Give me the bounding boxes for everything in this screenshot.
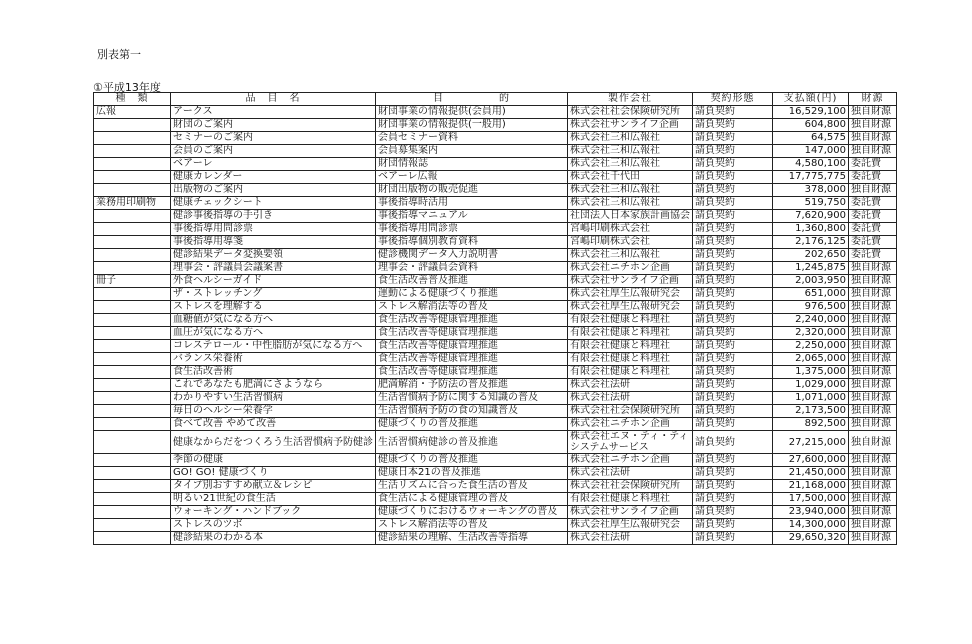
header-fund: 財源 [849, 93, 897, 106]
contract-type-cell: 請負契約 [693, 392, 773, 405]
category-cell [94, 145, 171, 158]
fund-cell: 委託費 [849, 171, 897, 184]
company-cell: 株式会社法研 [568, 467, 693, 480]
fund-cell: 独自財源 [849, 184, 897, 197]
table-row [94, 145, 897, 158]
category-cell [94, 454, 171, 467]
fund-cell: 独自財源 [849, 301, 897, 314]
purpose-cell: 健康日本21の普及推進 [376, 467, 568, 480]
item-name-cell: 健康チェックシート [171, 197, 376, 210]
amount-cell: 64,575 [773, 132, 849, 145]
item-name-cell: これであなたも肥満にさようなら [171, 379, 376, 392]
amount-cell: 519,750 [773, 197, 849, 210]
fund-cell: 独自財源 [849, 366, 897, 379]
item-name-cell: 健診結果のわかる本 [171, 532, 376, 545]
fund-cell: 独自財源 [849, 314, 897, 327]
contract-type-cell: 請負契約 [693, 262, 773, 275]
category-cell [94, 379, 171, 392]
table-row [94, 301, 897, 314]
contract-type-cell: 請負契約 [693, 532, 773, 545]
amount-cell: 4,580,100 [773, 158, 849, 171]
amount-cell: 27,600,000 [773, 454, 849, 467]
contract-type-cell: 請負契約 [693, 197, 773, 210]
table-row [94, 431, 897, 454]
purpose-cell: 運動による健康づくり推進 [376, 288, 568, 301]
item-name-cell: タイプ別おすすめ献立＆レシピ [171, 480, 376, 493]
item-name-cell: セミナーのご案内 [171, 132, 376, 145]
item-name-cell: バランス栄養術 [171, 353, 376, 366]
purpose-cell: 食生活による健康管理の普及 [376, 493, 568, 506]
fund-cell: 独自財源 [849, 327, 897, 340]
amount-cell: 2,065,000 [773, 353, 849, 366]
table-row [94, 493, 897, 506]
item-name-cell: 健診結果データ変換要領 [171, 249, 376, 262]
item-name-cell: GO! GO! 健康づくり [171, 467, 376, 480]
contract-type-cell: 請負契約 [693, 480, 773, 493]
table-row [94, 288, 897, 301]
fund-cell: 独自財源 [849, 340, 897, 353]
amount-cell: 976,500 [773, 301, 849, 314]
company-cell: 株式会社ニチホン企画 [568, 262, 693, 275]
table-row [94, 184, 897, 197]
item-name-cell: 血圧が気になる方へ [171, 327, 376, 340]
header-company: 製作会社 [568, 93, 693, 106]
fund-cell: 独自財源 [849, 467, 897, 480]
company-cell: 株式会社サンライフ企画 [568, 119, 693, 132]
company-cell: 株式会社社会保険研究所 [568, 106, 693, 119]
fund-cell: 独自財源 [849, 506, 897, 519]
company-cell: 株式会社法研 [568, 392, 693, 405]
document-label: 別表第一 [97, 48, 141, 61]
fund-cell: 独自財源 [849, 431, 897, 454]
table-row [94, 132, 897, 145]
category-cell [94, 132, 171, 145]
fund-cell: 独自財源 [849, 454, 897, 467]
fund-cell: 独自財源 [849, 106, 897, 119]
company-cell: 株式会社厚生広報研究会 [568, 301, 693, 314]
contract-type-cell: 請負契約 [693, 184, 773, 197]
table-row [94, 519, 897, 532]
contract-type-cell: 請負契約 [693, 145, 773, 158]
category-cell [94, 184, 171, 197]
table-header-row [94, 93, 897, 106]
contract-type-cell: 請負契約 [693, 236, 773, 249]
category-cell [94, 119, 171, 132]
purpose-cell: 食生活改善等健康管理推進 [376, 353, 568, 366]
amount-cell: 378,000 [773, 184, 849, 197]
category-cell [94, 301, 171, 314]
company-cell: 社団法人日本家族計画協会 [568, 210, 693, 223]
header-contract-type: 契約形態 [693, 93, 773, 106]
contract-type-cell: 請負契約 [693, 223, 773, 236]
section-title: ①平成13年度 [93, 81, 161, 94]
table-row [94, 454, 897, 467]
table-row [94, 249, 897, 262]
purpose-cell: 生活習慣病健診の普及推進 [376, 431, 568, 454]
company-cell: 株式会社法研 [568, 379, 693, 392]
fund-cell: 委託費 [849, 210, 897, 223]
contract-type-cell: 請負契約 [693, 171, 773, 184]
company-cell: 有限会社健康と料理社 [568, 366, 693, 379]
fund-cell: 独自財源 [849, 493, 897, 506]
item-name-cell: 食べて改善 やめて改善 [171, 418, 376, 431]
amount-cell: 21,450,000 [773, 467, 849, 480]
item-name-cell: 健康なからだをつくろう生活習慣病予防健診 [171, 431, 376, 454]
fund-cell: 独自財源 [849, 392, 897, 405]
category-cell: 冊子 [94, 275, 171, 288]
amount-cell: 2,320,000 [773, 327, 849, 340]
fund-cell: 委託費 [849, 249, 897, 262]
table-row [94, 340, 897, 353]
contract-type-cell: 請負契約 [693, 493, 773, 506]
item-name-cell: コレステロール・中性脂肪が気になる方へ [171, 340, 376, 353]
contract-type-cell: 請負契約 [693, 467, 773, 480]
company-cell: 有限会社健康と料理社 [568, 493, 693, 506]
contract-type-cell: 請負契約 [693, 314, 773, 327]
fund-cell: 独自財源 [849, 353, 897, 366]
amount-cell: 892,500 [773, 418, 849, 431]
item-name-cell: 財団のご案内 [171, 119, 376, 132]
amount-cell: 2,176,125 [773, 236, 849, 249]
purpose-cell: 食生活改善等健康管理推進 [376, 366, 568, 379]
item-name-cell: ザ・ストレッチング [171, 288, 376, 301]
category-cell [94, 249, 171, 262]
amount-cell: 147,000 [773, 145, 849, 158]
item-name-cell: 事後指導用問診票 [171, 223, 376, 236]
company-cell: 株式会社三和広報社 [568, 249, 693, 262]
table-row [94, 405, 897, 418]
contract-type-cell: 請負契約 [693, 454, 773, 467]
purpose-cell: ストレス解消法等の普及 [376, 519, 568, 532]
amount-cell: 1,360,800 [773, 223, 849, 236]
amount-cell: 7,620,900 [773, 210, 849, 223]
purpose-cell: 健診機関データ入力説明書 [376, 249, 568, 262]
company-cell: 宮嶋印刷株式会社 [568, 223, 693, 236]
contract-type-cell: 請負契約 [693, 301, 773, 314]
table-row [94, 480, 897, 493]
category-cell [94, 210, 171, 223]
contract-type-cell: 請負契約 [693, 418, 773, 431]
purpose-cell: 生活習慣病予防に関する知識の普及 [376, 392, 568, 405]
category-cell [94, 353, 171, 366]
purpose-cell: 健康づくりの普及推進 [376, 454, 568, 467]
category-cell [94, 532, 171, 545]
fund-cell: 独自財源 [849, 145, 897, 158]
contract-type-cell: 請負契約 [693, 519, 773, 532]
fund-cell: 独自財源 [849, 275, 897, 288]
amount-cell: 1,029,000 [773, 379, 849, 392]
item-name-cell: 毎日のヘルシー栄養学 [171, 405, 376, 418]
purpose-cell: ベアーレ広報 [376, 171, 568, 184]
amount-cell: 17,775,775 [773, 171, 849, 184]
purpose-cell: 財団事業の情報提供(一般用) [376, 119, 568, 132]
header-amount: 支払額(円) [773, 93, 849, 106]
purpose-cell: 財団事業の情報提供(会員用) [376, 106, 568, 119]
company-cell: 株式会社三和広報社 [568, 145, 693, 158]
fund-cell: 独自財源 [849, 119, 897, 132]
fund-cell: 委託費 [849, 223, 897, 236]
category-cell [94, 314, 171, 327]
contract-type-cell: 請負契約 [693, 366, 773, 379]
table-row [94, 210, 897, 223]
purpose-cell: 事後指導用問診票 [376, 223, 568, 236]
header-purpose: 目 的 [376, 93, 568, 106]
contract-type-cell: 請負契約 [693, 106, 773, 119]
fund-cell: 独自財源 [849, 480, 897, 493]
category-cell [94, 480, 171, 493]
company-cell: 株式会社三和広報社 [568, 197, 693, 210]
contract-type-cell: 請負契約 [693, 405, 773, 418]
item-name-cell: ウォーキング・ハンドブック [171, 506, 376, 519]
company-cell: 株式会社千代田 [568, 171, 693, 184]
purpose-cell: 健診結果の理解、生活改善等指導 [376, 532, 568, 545]
contract-type-cell: 請負契約 [693, 340, 773, 353]
fund-cell: 独自財源 [849, 262, 897, 275]
category-cell [94, 418, 171, 431]
category-cell [94, 405, 171, 418]
table-row [94, 236, 897, 249]
item-name-cell: 健康カレンダー [171, 171, 376, 184]
purpose-cell: 事後指導時活用 [376, 197, 568, 210]
category-cell [94, 327, 171, 340]
company-cell: 宮嶋印刷株式会社 [568, 236, 693, 249]
category-cell [94, 223, 171, 236]
item-name-cell: アークス [171, 106, 376, 119]
amount-cell: 202,650 [773, 249, 849, 262]
category-cell [94, 392, 171, 405]
fund-cell: 独自財源 [849, 288, 897, 301]
expenditure-table [93, 92, 897, 545]
category-cell [94, 493, 171, 506]
company-cell: 有限会社健康と料理社 [568, 353, 693, 366]
fund-cell: 独自財源 [849, 405, 897, 418]
purpose-cell: 健康づくりの普及推進 [376, 418, 568, 431]
fund-cell: 独自財源 [849, 418, 897, 431]
table-row [94, 327, 897, 340]
company-cell: 株式会社ニチホン企画 [568, 454, 693, 467]
purpose-cell: 食生活改善等健康管理推進 [376, 314, 568, 327]
fund-cell: 独自財源 [849, 532, 897, 545]
amount-cell: 2,003,950 [773, 275, 849, 288]
company-cell: 株式会社三和広報社 [568, 132, 693, 145]
contract-type-cell: 請負契約 [693, 327, 773, 340]
contract-type-cell: 請負契約 [693, 275, 773, 288]
company-cell: 株式会社厚生広報研究会 [568, 288, 693, 301]
purpose-cell: 生活リズムに合った食生活の普及 [376, 480, 568, 493]
amount-cell: 1,245,875 [773, 262, 849, 275]
purpose-cell: 会員募集案内 [376, 145, 568, 158]
table-row [94, 262, 897, 275]
category-cell [94, 158, 171, 171]
item-name-cell: 出版物のご案内 [171, 184, 376, 197]
amount-cell: 27,215,000 [773, 431, 849, 454]
purpose-cell: 肥満解消・予防法の普及推進 [376, 379, 568, 392]
category-cell [94, 340, 171, 353]
purpose-cell: 健康づくりにおけるウォーキングの普及 [376, 506, 568, 519]
company-cell: 株式会社三和広報社 [568, 158, 693, 171]
company-cell: 有限会社健康と料理社 [568, 327, 693, 340]
item-name-cell: わかりやすい生活習慣病 [171, 392, 376, 405]
amount-cell: 2,250,000 [773, 340, 849, 353]
company-cell: 株式会社エヌ・ティ・ティシステムサービス [568, 431, 693, 454]
table-row [94, 275, 897, 288]
item-name-cell: 血糖値が気になる方へ [171, 314, 376, 327]
contract-type-cell: 請負契約 [693, 353, 773, 366]
contract-type-cell: 請負契約 [693, 119, 773, 132]
item-name-cell: 外食ヘルシーガイド [171, 275, 376, 288]
item-name-cell: 食生活改善術 [171, 366, 376, 379]
amount-cell: 1,071,000 [773, 392, 849, 405]
purpose-cell: 財団出版物の販売促進 [376, 184, 568, 197]
amount-cell: 23,940,000 [773, 506, 849, 519]
category-cell [94, 519, 171, 532]
amount-cell: 2,173,500 [773, 405, 849, 418]
purpose-cell: 食生活改善等健康管理推進 [376, 327, 568, 340]
company-cell: 有限会社健康と料理社 [568, 340, 693, 353]
table-row [94, 158, 897, 171]
table-row [94, 392, 897, 405]
category-cell [94, 366, 171, 379]
category-cell: 広報 [94, 106, 171, 119]
table-row [94, 379, 897, 392]
category-cell [94, 506, 171, 519]
table-row [94, 532, 897, 545]
contract-type-cell: 請負契約 [693, 132, 773, 145]
company-cell: 株式会社ニチホン企画 [568, 418, 693, 431]
purpose-cell: 理事会・評議員会資料 [376, 262, 568, 275]
company-cell: 株式会社社会保険研究所 [568, 480, 693, 493]
amount-cell: 16,529,100 [773, 106, 849, 119]
table-row [94, 171, 897, 184]
fund-cell: 独自財源 [849, 132, 897, 145]
table-row [94, 106, 897, 119]
company-cell: 株式会社サンライフ企画 [568, 275, 693, 288]
purpose-cell: 事後指導マニュアル [376, 210, 568, 223]
category-cell [94, 467, 171, 480]
amount-cell: 1,375,000 [773, 366, 849, 379]
purpose-cell: 財団情報誌 [376, 158, 568, 171]
table-row [94, 418, 897, 431]
table-row [94, 119, 897, 132]
company-cell: 有限会社健康と料理社 [568, 314, 693, 327]
item-name-cell: 健診事後指導の手引き [171, 210, 376, 223]
table-row [94, 197, 897, 210]
item-name-cell: ストレスのツボ [171, 519, 376, 532]
amount-cell: 2,240,000 [773, 314, 849, 327]
amount-cell: 29,650,320 [773, 532, 849, 545]
amount-cell: 651,000 [773, 288, 849, 301]
category-cell [94, 288, 171, 301]
item-name-cell: ストレスを理解する [171, 301, 376, 314]
contract-type-cell: 請負契約 [693, 431, 773, 454]
category-cell: 業務用印刷物 [94, 197, 171, 210]
table-row [94, 353, 897, 366]
purpose-cell: 会員セミナー資料 [376, 132, 568, 145]
item-name-cell: 事後指導用導箋 [171, 236, 376, 249]
company-cell: 株式会社サンライフ企画 [568, 506, 693, 519]
table-row [94, 366, 897, 379]
category-cell [94, 171, 171, 184]
amount-cell: 17,500,000 [773, 493, 849, 506]
company-cell: 株式会社法研 [568, 532, 693, 545]
contract-type-cell: 請負契約 [693, 288, 773, 301]
amount-cell: 14,300,000 [773, 519, 849, 532]
purpose-cell: 生活習慣病予防の食の知識普及 [376, 405, 568, 418]
purpose-cell: 事後指導個別教育資料 [376, 236, 568, 249]
fund-cell: 委託費 [849, 158, 897, 171]
company-cell: 株式会社三和広報社 [568, 184, 693, 197]
fund-cell: 独自財源 [849, 379, 897, 392]
fund-cell: 委託費 [849, 197, 897, 210]
company-cell: 株式会社厚生広報研究会 [568, 519, 693, 532]
contract-type-cell: 請負契約 [693, 210, 773, 223]
amount-cell: 21,168,000 [773, 480, 849, 493]
item-name-cell: 理事会・評議員会議案書 [171, 262, 376, 275]
item-name-cell: ベアーレ [171, 158, 376, 171]
item-name-cell: 明るい21世紀の食生活 [171, 493, 376, 506]
contract-type-cell: 請負契約 [693, 249, 773, 262]
item-name-cell: 季節の健康 [171, 454, 376, 467]
table-row [94, 467, 897, 480]
contract-type-cell: 請負契約 [693, 506, 773, 519]
category-cell [94, 262, 171, 275]
header-item-name: 品 目 名 [171, 93, 376, 106]
item-name-cell: 会員のご案内 [171, 145, 376, 158]
purpose-cell: ストレス解消法等の普及 [376, 301, 568, 314]
table-row [94, 314, 897, 327]
table-row [94, 223, 897, 236]
fund-cell: 委託費 [849, 236, 897, 249]
category-cell [94, 431, 171, 454]
contract-type-cell: 請負契約 [693, 158, 773, 171]
purpose-cell: 食生活改善普及推進 [376, 275, 568, 288]
company-cell: 株式会社社会保険研究所 [568, 405, 693, 418]
header-category: 種 類 [94, 93, 171, 106]
table-row [94, 506, 897, 519]
fund-cell: 独自財源 [849, 519, 897, 532]
amount-cell: 604,800 [773, 119, 849, 132]
category-cell [94, 236, 171, 249]
contract-type-cell: 請負契約 [693, 379, 773, 392]
purpose-cell: 食生活改善等健康管理推進 [376, 340, 568, 353]
